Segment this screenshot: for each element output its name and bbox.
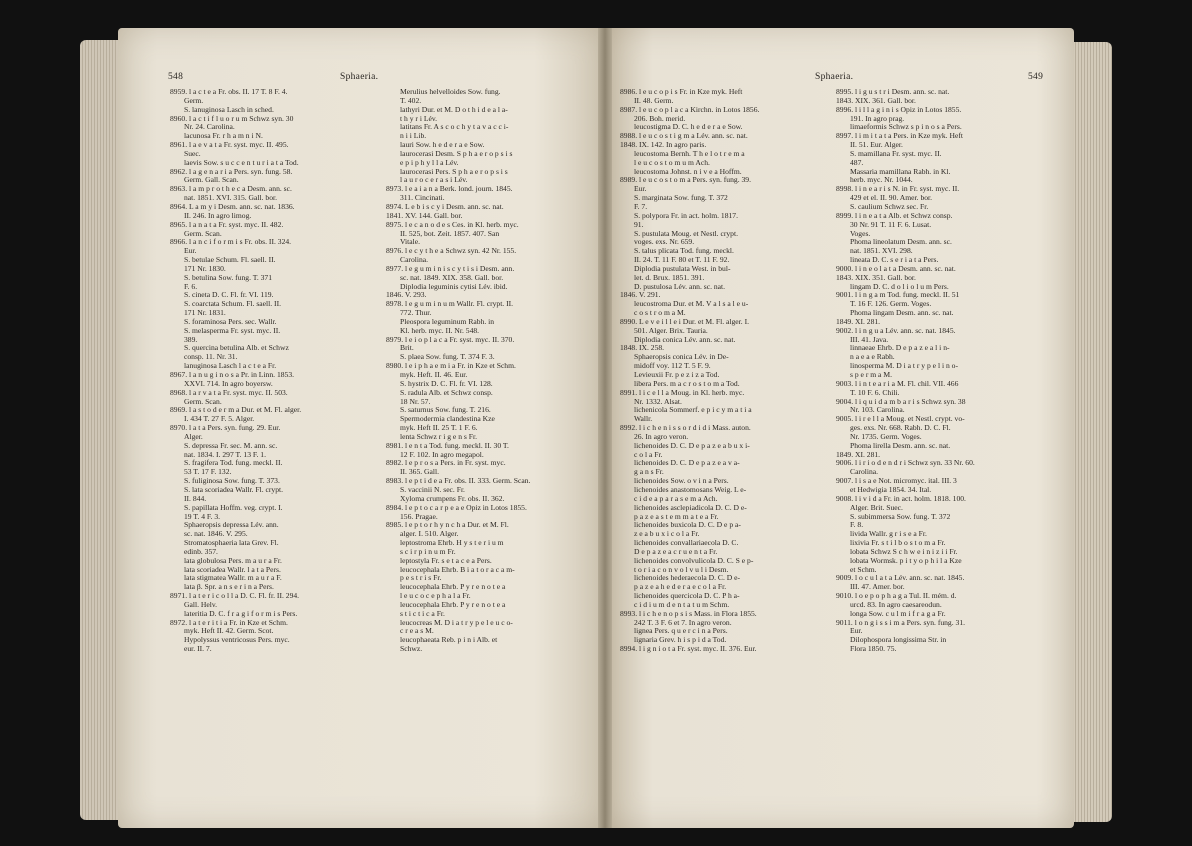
right-page-edges xyxy=(1072,42,1112,822)
text-line: 8981. l e n t a Tod. fung. meckl. II. 30 T. xyxy=(386,440,509,450)
text-line: lacunosa Fr. r h a m n i N. xyxy=(184,131,263,141)
text-line: lichenoides D. C. D e p a z e a v a- xyxy=(634,458,740,468)
text-line: Suec. xyxy=(184,148,201,158)
text-line: III. 47. Amer. bor. xyxy=(850,582,905,592)
text-line: lichenoides quercicola D. C. P h a- xyxy=(634,591,740,601)
text-line: leptostyla Fr. s e t a c e a Pers. xyxy=(400,555,492,565)
text-line: 8970. l a t a Pers. syn. fung. 29. Eur. xyxy=(170,423,281,433)
text-line: 8978. l e g u m i n u m Wallr. Fl. crypt. II. xyxy=(386,299,514,309)
text-line: n i i Lib. xyxy=(400,131,427,141)
text-line: lixivia Fr. s t i l b o s t o m a Fr. xyxy=(850,538,946,548)
text-line: XXVI. 714. In agro boyersw. xyxy=(184,378,273,388)
text-line: 91. xyxy=(634,219,644,229)
text-line: Diplodia pustulata West. in bul- xyxy=(634,263,731,273)
text-line: Eur. xyxy=(850,626,863,636)
text-line: S. cineta D. C. Fl. fr. VI. 119. xyxy=(184,290,274,300)
text-line: I. 434 T. 27 F. 5. Alger. xyxy=(184,414,255,424)
text-line: p e s t r i s Fr. xyxy=(400,573,442,583)
text-line: z e a b u x i c o l a Fr. xyxy=(634,529,700,539)
text-line: longa Sow. c u l m i f r a g a Fr. xyxy=(850,608,946,618)
text-line: 8969. l a s t o d e r m a Dur. et M. Fl. alger. xyxy=(170,405,302,415)
text-line: II. 365. Gall. xyxy=(400,467,440,477)
text-line: 171 Nr. 1831. xyxy=(184,308,226,318)
text-line: Alger. xyxy=(184,431,203,441)
text-line: 1848. IX. 258. xyxy=(620,343,665,353)
text-line: 8993. l i c h e n o p s i s Mass. in Flora 1855. xyxy=(620,608,757,618)
text-line: T. 16 F. 126. Germ. Voges. xyxy=(850,299,932,309)
text-line: myk. Heft II. 25 T. 1 F. 6. xyxy=(400,423,478,433)
text-line: Pleospora leguminum Rabh. in xyxy=(400,316,495,326)
text-line: l e u c o s t o m u m Ach. xyxy=(634,157,710,167)
text-line: Eur. xyxy=(184,246,197,256)
text-line: Nr. 1735. Germ. Voges. xyxy=(850,431,922,441)
text-line: Diplodia leguminis cytisi Lév. ibid. xyxy=(400,281,508,291)
text-line: 9006. l i r i o d e n d r i Schwz syn. 33 Nr. 60. xyxy=(836,458,975,468)
text-line: edinb. 357. xyxy=(184,546,218,556)
text-line: 8965. l a n a t a Fr. syst. myc. II. 482. xyxy=(170,219,284,229)
text-line: 8966. l a n c i f o r m i s Fr. obs. II. 324. xyxy=(170,237,292,247)
text-line: Hypolyssus ventricosus Pers. myc. xyxy=(184,635,290,645)
text-line: T. 402. xyxy=(400,95,422,105)
text-line: Phoma lineolatum Desm. ann. sc. xyxy=(850,237,952,247)
text-line: Levieuxii Fr. p e z i z a Tod. xyxy=(634,370,720,379)
text-line: l e u c o c e p h a l a Fr. xyxy=(400,591,471,601)
text-line: Voges. xyxy=(850,228,871,238)
text-line: 8973. l e a i a n a Berk. lond. journ. 1845. xyxy=(386,184,513,194)
text-line: lanuginosa Lasch l a c t e a Fr. xyxy=(184,361,277,371)
text-line: voges. exs. Nr. 659. xyxy=(634,237,695,247)
text-line: 8997. l i m i t a t a Pers. in Kze myk. Heft xyxy=(836,131,963,141)
text-line: 8992. l i c h e n i s s o r d i d i Mass. auton. xyxy=(620,423,751,433)
text-line: nat. 1834. I. 297 T. 13 F. 1. xyxy=(184,449,267,459)
text-line: 8985. l e p t o r h y n c h a Dur. et M. Fl. xyxy=(386,520,509,530)
text-line: 8983. l e p t i d e a Fr. obs. II. 333. Germ. Scan. xyxy=(386,476,531,486)
text-line: livida Wallr. g r i s e a Fr. xyxy=(850,529,927,539)
text-line: 9002. l i n g u a Lév. ann. sc. nat. 1845. xyxy=(836,325,956,335)
text-line: leucocephala Ehrb. P y r e n o t e a xyxy=(400,582,506,592)
text-line: leucocephala Ehrb. P y r e n o t e a xyxy=(400,599,506,609)
text-line: S. melasperma Fr. syst. myc. II. xyxy=(184,325,281,335)
text-line: T. 10 F. 6. Chili. xyxy=(850,387,900,397)
text-line: p a z e a h e d e r a e c o l a Fr. xyxy=(634,582,727,592)
left-running-head: Sphaeria. xyxy=(340,72,379,82)
text-line: Flora 1850. 75. xyxy=(850,644,897,654)
text-line: lobata Schwz S c h w e i n i z i i Fr. xyxy=(850,546,958,556)
text-line: Merulius helvelloides Sow. fung. xyxy=(400,87,501,96)
text-line: myk. Heft. II. 46. Eur. xyxy=(400,370,468,379)
text-line: 26. In agro veron. xyxy=(634,431,689,441)
text-line: 1849. XI. 281. xyxy=(836,449,881,459)
text-line: sc. nat. 1849. XIX. 358. Gall. bor. xyxy=(400,272,504,282)
text-line: Sphaeropsis conica Lév. in De- xyxy=(634,352,729,362)
text-line: 487. xyxy=(850,157,864,167)
text-line: Massaria mamillana Rabh. in Kl. xyxy=(850,166,951,176)
text-line: 8990. L e v e i l l e i Dur. et M. Fl. alger. I. xyxy=(620,316,750,326)
text-line: 9009. l o c u l a t a Lév. ann. sc. nat. 1845. xyxy=(836,573,965,583)
text-line: leucophaeata Reb. p i n i Alb. et xyxy=(400,635,498,645)
text-line: S. lata scoriadea Wallr. Fl. crypt. xyxy=(184,484,283,494)
text-line: c o s t r o m a M. xyxy=(634,308,686,318)
text-line: Germ. Scan. xyxy=(184,228,222,238)
text-line: Spermodermia clandestina Kze xyxy=(400,414,495,424)
text-line: Gall. Helv. xyxy=(184,599,218,609)
text-line: 8980. l e i p h a e m i a Fr. in Kze et Schm. xyxy=(386,361,516,371)
text-line: III. 41. Java. xyxy=(850,334,889,344)
text-line: 9000. l i n e o l a t a Desm. ann. sc. nat. xyxy=(836,263,956,273)
text-line: 18 Nr. 57. xyxy=(400,396,431,406)
text-line: 19 T. 4 F. 3. xyxy=(184,511,221,521)
text-line: 8960. l a c t i f l u o r u m Schwz syn. 30 xyxy=(170,113,294,123)
text-line: laurocerasi Desm. S p h a e r o p s i s xyxy=(400,148,513,158)
text-line: 8984. l e p t o c a r p e a e Opiz in Lotos 1855. xyxy=(386,502,527,512)
text-line: 311. Cincinati. xyxy=(400,193,445,203)
text-line: 8962. l a g e n a r i a Pers. syn. fung. 58. xyxy=(170,166,293,176)
text-line: 9011. l o n g i s s i m a Pers. syn. fung. 31. xyxy=(836,617,966,627)
text-line: 53 T. 17 F. 132. xyxy=(184,467,232,477)
text-line: lichenicola Sommerf. e p i c y m a t i a xyxy=(634,405,752,415)
text-line: 1846. V. 291. xyxy=(620,290,661,300)
text-line: laurocerasi Pers. S p h a e r o p s i s xyxy=(400,166,508,176)
text-line: 8975. l e c a n o d e s Ces. in Kl. herb. myc. xyxy=(386,219,519,229)
text-line: t o r i a c o n v o l v u l i Desm. xyxy=(634,564,729,574)
text-line: herb. myc. Nr. 1044. xyxy=(850,175,913,185)
text-line: 8989. l e u c o s t o m a Pers. syn. fung. 39. xyxy=(620,175,751,185)
text-line: Eur. xyxy=(634,184,647,194)
text-line: D. pustulosa Lév. ann. sc. nat. xyxy=(634,281,726,291)
left-page-column-2 xyxy=(386,88,596,654)
text-line: 30 Nr. 91 T. 11 F. 6. Lusat. xyxy=(850,219,932,229)
text-line: 1843. XIX. 351. Gall. bor. xyxy=(836,272,916,282)
text-line: 772. Thur. xyxy=(400,308,432,318)
text-line: leptostroma Ehrb. H y s t e r i u m xyxy=(400,538,504,548)
text-line: p a z e a s t e m m a t e a Fr. xyxy=(634,511,719,521)
text-line: 8977. l e g u m i n i s c y t i s i Desm. ann. xyxy=(386,263,515,273)
text-line: linnaeae Ehrb. D e p a z e a l i n- xyxy=(850,343,950,353)
text-line: lateritia D. C. f r a g i f o r m i s Pers. xyxy=(184,608,298,618)
right-running-head: Sphaeria. xyxy=(815,72,854,82)
text-line: Vitale. xyxy=(400,237,420,247)
text-line: Nr. 1332. Alsat. xyxy=(634,396,682,406)
left-page-number: 548 xyxy=(168,72,184,82)
text-line: lignaria Grev. h i s p i d a Tod. xyxy=(634,635,727,645)
text-line: Nr. 24. Carolina. xyxy=(184,122,235,132)
text-line: consp. 11. Nr. 31. xyxy=(184,352,238,362)
text-line: Phoma lingam Desm. ann. sc. nat. xyxy=(850,308,954,318)
left-page-column-1 xyxy=(170,88,380,654)
text-line: II. 51. Eur. Alger. xyxy=(850,140,903,150)
text-line: lichenoides hederaecola D. C. D e- xyxy=(634,573,741,583)
text-line: e p i p h y l l a Lév. xyxy=(400,157,459,167)
text-line: 1846. V. 293. xyxy=(386,290,427,300)
text-line: 9008. l i v i d a Fr. in act. holm. 1818. 100. xyxy=(836,493,966,503)
text-line: II. 246. In agro limog. xyxy=(184,210,252,220)
text-line: midoff voy. 112 T. 5 F. 9. xyxy=(634,361,711,371)
text-line: 8959. l a c t e a Fr. obs. II. 17 T. 8 F. 4. xyxy=(170,87,288,96)
text-line: g a n s Fr. xyxy=(634,467,664,477)
text-line: 389. xyxy=(184,334,198,344)
text-line: Stromatosphaeria lata Grev. Fl. xyxy=(184,538,279,548)
text-line: 8971. l a t e r i c o l l a D. C. Fl. fr. II. 294. xyxy=(170,591,300,601)
text-line: lichenoides convolvulicola D. C. S e p- xyxy=(634,555,754,565)
text-line: Schwz. xyxy=(400,644,423,654)
text-line: 191. In agro prag. xyxy=(850,113,905,123)
text-line: lichenoides asclepiadicola D. C. D e- xyxy=(634,502,747,512)
text-line: leucostigma D. C. h e d e r a e Sow. xyxy=(634,122,743,132)
text-line: S. lanuginosa Lasch in sched. xyxy=(184,104,274,114)
text-line: S. caulium Schwz sec. Fr. xyxy=(850,201,929,211)
text-line: myk. Heft II. 42. Germ. Scot. xyxy=(184,626,274,636)
text-line: S. depressa Fr. sec. M. ann. sc. xyxy=(184,440,278,450)
text-line: lobata Wormsk. p i t y o p h i l a Kze xyxy=(850,555,962,565)
text-line: S. betulina Sow. fung. T. 371 xyxy=(184,272,273,282)
text-line: S. vaccinii N. sec. Fr. xyxy=(400,484,465,494)
text-line: S. pustulata Moug. et Nestl. crypt. xyxy=(634,228,738,238)
text-line: S. fuliginosa Sow. fung. T. 373. xyxy=(184,476,280,486)
text-line: Diplodia conica Lév. ann. sc. nat. xyxy=(634,334,736,344)
text-line: s p e r m a M. xyxy=(850,370,892,379)
text-line: lichenoides convallariaecola D. C. xyxy=(634,538,739,548)
text-line: S. quercina betulina Alb. et Schwz xyxy=(184,343,289,353)
text-line: 9003. l i n t e a r i a M. Fl. chil. VII. 466 xyxy=(836,378,959,388)
text-line: 8994. l i g n i o t a Fr. syst. myc. II. 376. Eur. xyxy=(620,644,757,654)
text-line: c i d e a p a r a s e m a Ach. xyxy=(634,493,718,503)
text-line: 8987. l e u c o p l a c a Kirchn. in Lotos 1856. xyxy=(620,104,760,114)
text-line: 501. Alger. Brix. Tauria. xyxy=(634,325,708,335)
text-line: l a u r o c e r a s i Lév. xyxy=(400,175,468,185)
text-line: 1841. XV. 144. Gall. bor. xyxy=(386,210,463,220)
text-line: II. 48. Germ. xyxy=(634,95,674,105)
text-line: S. marginata Sow. fung. T. 372 xyxy=(634,193,728,203)
text-line: Carolina. xyxy=(850,467,879,477)
text-line: Germ. Gall. Scan. xyxy=(184,175,239,185)
text-line: linosperma M. D i a t r y p e l i n o- xyxy=(850,361,958,371)
text-line: nat. 1851. XVI. 298. xyxy=(850,246,913,256)
text-line: S. papillata Hoffm. veg. crypt. I. xyxy=(184,502,283,512)
text-line: 12 F. 102. In agro megapol. xyxy=(400,449,484,459)
text-line: Germ. xyxy=(184,95,204,105)
text-line: 242 T. 3 F. 6 et 7. In agro veron. xyxy=(634,617,732,627)
text-line: nat. 1851. XVI. 315. Gall. bor. xyxy=(184,193,278,203)
text-line: lenta Schwz r i g e n s Fr. xyxy=(400,431,477,441)
text-line: Sphaeropsis depressa Lév. ann. xyxy=(184,520,279,530)
text-line: 9010. l o e p o p h a g a Tul. II. mém. d. xyxy=(836,591,957,601)
text-line: lathyri Dur. et M. D o t h i d e a l a- xyxy=(400,104,508,114)
right-page-column-2 xyxy=(836,88,1051,654)
text-line: 8967. l a n u g i n o s a Pr. in Linn. 1853. xyxy=(170,370,295,379)
text-line: s t i c t i c a Fr. xyxy=(400,608,445,618)
text-line: et Hedwigia 1854. 34. Ital. xyxy=(850,484,932,494)
text-line: F. 7. xyxy=(634,201,648,211)
text-line: 206. Boh. merid. xyxy=(634,113,686,123)
right-page-column-1 xyxy=(620,88,830,654)
text-line: leucocephala Ehrb. B i a t o r a c a m- xyxy=(400,564,515,574)
text-line: lichenoides D. C. D e p a z e a b u x i- xyxy=(634,440,750,450)
text-line: c o l a Fr. xyxy=(634,449,663,459)
text-line: laevis Sow. s u c c e n t u r i a t a Tod. xyxy=(184,157,299,167)
text-line: lata β. Spr. a n s e r i n a Pers. xyxy=(184,582,274,592)
text-line: let. d. Brux. 1851. 391. xyxy=(634,272,705,282)
book-gutter xyxy=(598,28,612,828)
text-line: F. 8. xyxy=(850,520,864,530)
text-line: lata globulosa Pers. m a u r a Fr. xyxy=(184,555,282,565)
text-line: lichenoides anastomosans Weig. L e- xyxy=(634,484,747,494)
text-line: 429 et el. II. 90. Amer. bor. xyxy=(850,193,933,203)
text-line: 8982. l e p r o s a Pers. in Fr. syst. myc. xyxy=(386,458,506,468)
text-line: libera Pers. m a c r o s t o m a Tod. xyxy=(634,378,740,388)
text-line: ges. exs. Nr. 668. Rabh. D. C. Fl. xyxy=(850,423,951,433)
text-line: Wallr. xyxy=(634,414,653,424)
text-line: alger. I. 510. Alger. xyxy=(400,529,459,539)
text-line: leucocreas M. D i a t r y p e l e u c o- xyxy=(400,617,513,627)
text-line: latitans Fr. A s c o c h y t a v a c c i- xyxy=(400,122,509,132)
text-line: sc. nat. 1846. V. 295. xyxy=(184,529,248,539)
text-line: 9001. l i n g a m Tod. fung. meckl. II. 51 xyxy=(836,290,960,300)
text-line: 8996. l i l l a g i n i s Opiz in Lotos 1855. xyxy=(836,104,962,114)
text-line: S. saturnus Sow. fung. T. 216. xyxy=(400,405,491,415)
text-line: s c i r p i n u m Fr. xyxy=(400,546,456,556)
text-line: 8979. l e i o p l a c a Fr. syst. myc. II. 370. xyxy=(386,334,515,344)
text-line: S. fragifera Tod. fung. meckl. II. xyxy=(184,458,283,468)
text-line: Xyloma crumpens Fr. obs. II. 362. xyxy=(400,493,505,503)
text-line: 8998. l i n e a r i s N. in Fr. syst. myc. II. xyxy=(836,184,960,194)
text-line: eur. II. 7. xyxy=(184,644,212,654)
text-line: lauri Sow. h e d e r a e Sow. xyxy=(400,140,485,150)
text-line: 8995. l i g u s t r i Desm. ann. sc. nat. xyxy=(836,87,950,96)
text-line: S. mamillana Fr. syst. myc. II. xyxy=(850,148,942,158)
text-line: 8976. l e c y t h e a Schwz syn. 42 Nr. 155. xyxy=(386,246,517,256)
text-line: S. coarctata Schum. Fl. saell. II. xyxy=(184,299,282,309)
text-line: 1848. IX. 142. In agro paris. xyxy=(620,140,707,150)
text-line: c r e a s M. xyxy=(400,626,434,636)
text-line: Kl. herb. myc. II. Nr. 548. xyxy=(400,325,480,335)
text-line: Nr. 103. Carolina. xyxy=(850,405,905,415)
text-line: 9005. l i r e l l a Moug. et Nestl. crypt. vo- xyxy=(836,414,965,424)
text-line: 8964. L a m y i Desm. ann. sc. nat. 1836. xyxy=(170,201,295,211)
text-line: 8988. l e u c o s t i g m a Lév. ann. sc. nat. xyxy=(620,131,748,141)
text-line: S. hystrix D. C. Fl. fr. VI. 128. xyxy=(400,378,493,388)
text-line: limaeformis Schwz s p i n o s a Pers. xyxy=(850,122,962,132)
text-line: n a e a e Rabh. xyxy=(850,352,895,362)
text-line: lata stigmatea Wallr. m a u r a F. xyxy=(184,573,282,583)
text-line: II. 844. xyxy=(184,493,207,503)
text-line: lichenoides buxicola D. C. D e p a- xyxy=(634,520,741,530)
text-line: Dilophospora longissima Str. in xyxy=(850,635,947,645)
text-line: leucostroma Dur. et M. V a l s a l e u- xyxy=(634,299,749,309)
text-line: leucostoma Bernh. T h e l o t r e m a xyxy=(634,148,745,158)
text-line: 8972. l a t e r i t i a Fr. in Kze et Schm. xyxy=(170,617,288,627)
text-line: c i d i u m d e n t a t u m Schm. xyxy=(634,599,730,609)
text-line: D e p a z e a c r u e n t a Fr. xyxy=(634,546,718,556)
text-line: S. foraminosa Pers. sec. Wallr. xyxy=(184,316,277,326)
text-line: 8961. l a e v a t a Fr. syst. myc. II. 495. xyxy=(170,140,289,150)
text-line: S. radula Alb. et Schwz consp. xyxy=(400,387,493,397)
text-line: t h y r i Lév. xyxy=(400,113,438,123)
text-line: S. polypora Fr. in act. holm. 1817. xyxy=(634,210,738,220)
text-line: 8991. l i c e l l a Moug. in Kl. herb. myc. xyxy=(620,387,745,397)
text-line: lingam D. C. d o l i o l u m Pers. xyxy=(850,281,949,291)
left-page-edges xyxy=(80,40,120,820)
text-line: 9004. l i q u i d a m b a r i s Schwz syn. 38 xyxy=(836,396,966,406)
text-line: 8974. L e b i s c y i Desm. ann. sc. nat. xyxy=(386,201,504,211)
text-line: lignea Pers. q u e r c i n a Pers. xyxy=(634,626,728,636)
text-line: lichenoides Sow. o v i n a Pers. xyxy=(634,476,729,486)
text-line: urcd. 83. In agro caesareodun. xyxy=(850,599,942,609)
text-line: S. plaea Sow. fung. T. 374 F. 3. xyxy=(400,352,495,362)
text-line: Brit. xyxy=(400,343,414,353)
text-line: 9007. l i s a e Not. micromyc. ital. III. 3 xyxy=(836,476,957,486)
text-line: Alger. Brit. Suec. xyxy=(850,502,903,512)
text-line: Phoma lirella Desm. ann. sc. nat. xyxy=(850,440,951,450)
text-line: 171 Nr. 1830. xyxy=(184,263,226,273)
text-line: 156. Pragae. xyxy=(400,511,438,521)
text-line: 8963. l a m p r o t h e c a Desm. ann. sc. xyxy=(170,184,292,194)
text-line: lineata D. C. s e r i a t a Pers. xyxy=(850,255,939,265)
text-line: 1849. XI. 281. xyxy=(836,316,881,326)
text-line: et Schm. xyxy=(850,564,877,574)
text-line: lata scoriadea Wallr. l a t a Pers. xyxy=(184,564,281,574)
text-line: S. subimmersa Sow. fung. T. 372 xyxy=(850,511,951,521)
text-line: 8986. l e u c o p i s Fr. in Kze myk. Heft xyxy=(620,87,743,96)
text-line: F. 6. xyxy=(184,281,198,291)
text-line: S. talus plicata Tod. fung. meckl. xyxy=(634,246,734,256)
text-line: II. 525, bot. Zeit. 1857. 407. San xyxy=(400,228,500,238)
text-line: Carolina. xyxy=(400,255,429,265)
right-page-number: 549 xyxy=(1028,72,1044,82)
text-line: S. betulae Schum. Fl. saell. II. xyxy=(184,255,276,265)
text-line: Germ. Scan. xyxy=(184,396,222,406)
text-line: 8999. l i n e a t a Alb. et Schwz consp. xyxy=(836,210,953,220)
text-line: leucostoma Johnst. n i v e a Hoffm. xyxy=(634,166,742,176)
text-line: II. 24. T. 11 F. 80 et T. 11 F. 92. xyxy=(634,255,730,265)
text-line: 1843. XIX. 361. Gall. bor. xyxy=(836,95,916,105)
text-line: 8968. l a r v a t a Fr. syst. myc. II. 503. xyxy=(170,387,288,397)
